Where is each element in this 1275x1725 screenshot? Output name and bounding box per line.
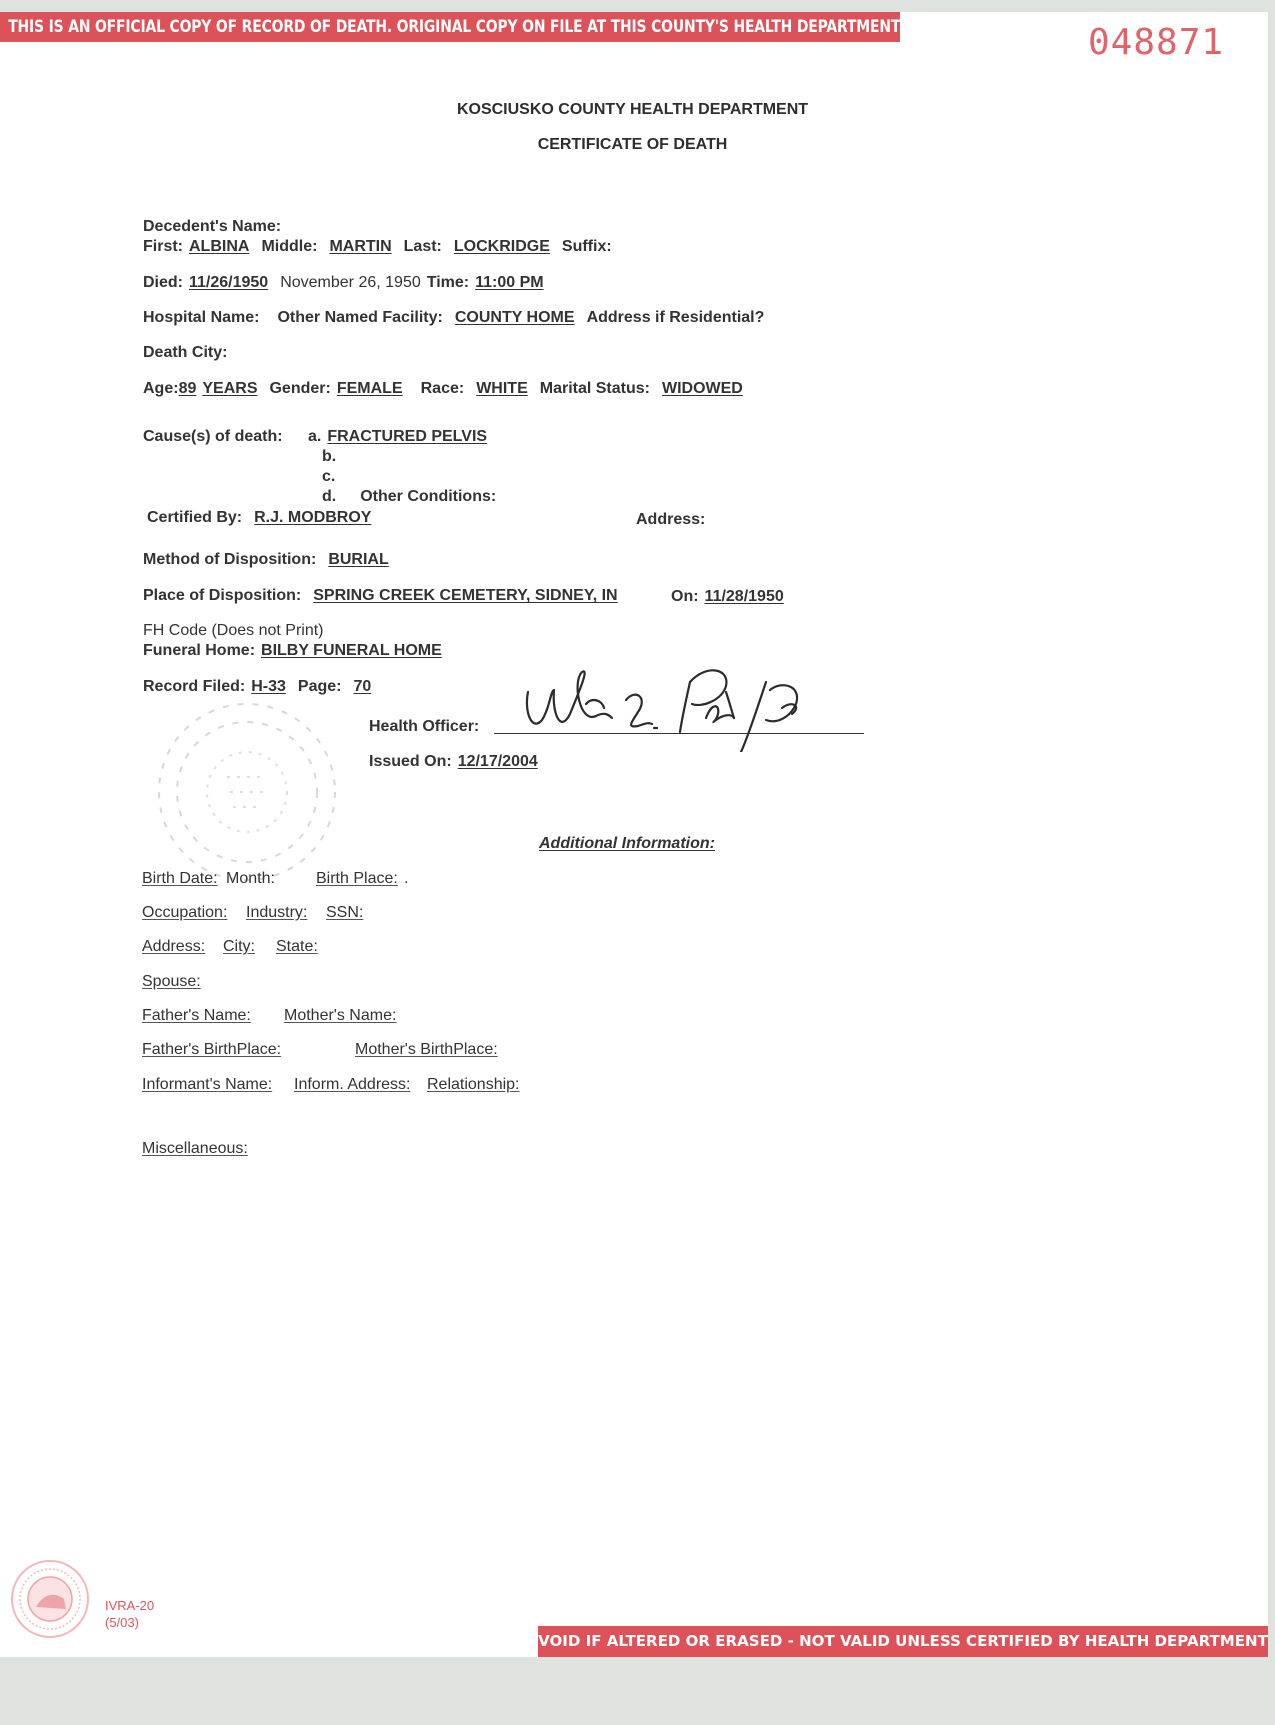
issued-on-value: 12/17/2004: [457, 753, 538, 770]
birth-date-label: Birth Date:: [142, 870, 218, 887]
cause-d-row: [322, 488, 496, 506]
disposition-date-row: [671, 588, 784, 606]
cause-d-marker: d.: [322, 488, 337, 505]
facility-value: COUNTY HOME: [454, 309, 575, 326]
first-name-label: First:: [143, 238, 183, 255]
fathers-name-label: Father's Name:: [142, 1007, 251, 1024]
decedent-name-row: [143, 238, 612, 256]
informants-name-label: Informant's Name:: [142, 1076, 273, 1093]
died-row: [143, 274, 544, 292]
on-label: On:: [671, 588, 699, 605]
record-filed-value: H-33: [251, 678, 286, 695]
suffix-label: Suffix:: [561, 238, 612, 255]
funeral-home-value: BILBY FUNERAL HOME: [261, 642, 442, 659]
health-officer-label: Health Officer:: [369, 718, 480, 735]
age-number: 89: [178, 380, 197, 397]
address-label: Address:: [142, 938, 206, 955]
month-label: Month:: [226, 870, 275, 887]
mothers-name-label: Mother's Name:: [284, 1007, 397, 1024]
disposition-date-value: 11/28/1950: [704, 588, 784, 605]
fathers-birthplace-label: Father's BirthPlace:: [142, 1041, 282, 1058]
disposition-method-row: [143, 551, 389, 569]
first-name-value: ALBINA: [189, 238, 250, 255]
marital-status-value: WIDOWED: [661, 380, 743, 397]
place-label: Place of Disposition:: [143, 587, 302, 604]
cause-a-row: [308, 428, 487, 446]
birth-place-label: Birth Place:: [316, 870, 398, 887]
demographics-row: [143, 380, 743, 398]
certified-row: [147, 509, 371, 527]
certificate-title: CERTIFICATE OF DEATH: [537, 136, 728, 153]
void-notice-banner: VOID IF ALTERED OR ERASED - NOT VALID UNLESS CERTIFIED BY HEALTH DEPARTMENT: [538, 1626, 1268, 1657]
facility-row: [143, 309, 764, 327]
method-label: Method of Disposition:: [143, 551, 317, 568]
health-officer-signature: [520, 642, 840, 752]
funeral-home-row: [143, 642, 442, 660]
issued-row: [369, 753, 538, 771]
occupation-label: Occupation:: [142, 904, 228, 921]
certifier-address-label: Address:: [636, 511, 706, 528]
died-label: Died:: [143, 274, 183, 291]
age-unit: YEARS: [202, 380, 258, 397]
birth-place-suffix: .: [404, 870, 409, 887]
middle-name-value: MARTIN: [329, 238, 392, 255]
embossed-seal: [135, 692, 350, 892]
funeral-home-label: Funeral Home:: [143, 642, 256, 659]
page-label: Page:: [297, 678, 342, 695]
death-time-value: 11:00 PM: [475, 274, 544, 291]
decedent-section-label: Decedent's Name:: [143, 218, 282, 235]
certified-by-value: R.J. MODBROY: [254, 509, 372, 526]
fh-code-label: FH Code (Does not Print): [143, 622, 324, 639]
hospital-name-label: Hospital Name:: [143, 309, 260, 326]
inform-address-label: Inform. Address:: [294, 1076, 411, 1093]
race-value: WHITE: [476, 380, 528, 397]
death-date-value: 11/26/1950: [189, 274, 269, 291]
death-date-long: November 26, 1950: [280, 274, 421, 291]
facility-label: Other Named Facility:: [277, 309, 443, 326]
department-heading: KOSCIUSKO COUNTY HEALTH DEPARTMENT: [456, 101, 809, 118]
cause-a-marker: a.: [308, 428, 322, 445]
page-value: 70: [353, 678, 372, 695]
cause-a-value: FRACTURED PELVIS: [327, 428, 488, 445]
time-label: Time:: [426, 274, 470, 291]
miscellaneous-label: Miscellaneous:: [142, 1140, 248, 1157]
issued-on-label: Issued On:: [369, 753, 452, 770]
place-value: SPRING CREEK CEMETERY, SIDNEY, IN: [313, 587, 618, 604]
last-name-label: Last:: [403, 238, 442, 255]
marital-status-label: Marital Status:: [539, 380, 650, 397]
causes-label: Cause(s) of death:: [143, 428, 283, 445]
certificate-page: [0, 12, 1268, 1657]
form-number-date: (5/03): [105, 1615, 139, 1630]
method-value: BURIAL: [328, 551, 389, 568]
official-copy-banner: THIS IS AN OFFICIAL COPY OF RECORD OF DEATH. ORIGINAL COPY ON FILE AT THIS COUNTY'S HEALTH DEPARTMENT: [0, 12, 900, 42]
form-number: [105, 1597, 154, 1631]
record-filed-label: Record Filed:: [143, 678, 246, 695]
race-label: Race:: [420, 380, 465, 397]
ssn-label: SSN:: [326, 904, 364, 921]
disposition-place-row: [143, 587, 618, 605]
additional-information-heading: Additional Information:: [539, 835, 715, 852]
relationship-label: Relationship:: [427, 1076, 520, 1093]
other-conditions-label: Other Conditions:: [360, 488, 497, 505]
form-number-code: IVRA-20: [105, 1598, 155, 1613]
mothers-birthplace-label: Mother's BirthPlace:: [355, 1041, 498, 1058]
death-city-label: Death City:: [143, 344, 228, 361]
cause-b-marker: b.: [322, 448, 337, 465]
last-name-value: LOCKRIDGE: [453, 238, 550, 255]
age-label: Age:: [143, 380, 179, 397]
gender-label: Gender:: [269, 380, 331, 397]
signature-line: [494, 733, 864, 734]
serial-number: 048871: [1088, 22, 1225, 63]
cause-c-marker: c.: [322, 468, 336, 485]
certified-by-label: Certified By:: [147, 509, 243, 526]
city-label: City:: [223, 938, 255, 955]
spouse-label: Spouse:: [142, 973, 201, 990]
state-seal-icon: [8, 1557, 93, 1642]
residential-address-label: Address if Residential?: [586, 309, 765, 326]
middle-name-label: Middle:: [261, 238, 318, 255]
state-label: State:: [276, 938, 318, 955]
industry-label: Industry:: [246, 904, 308, 921]
gender-value: FEMALE: [336, 380, 403, 397]
